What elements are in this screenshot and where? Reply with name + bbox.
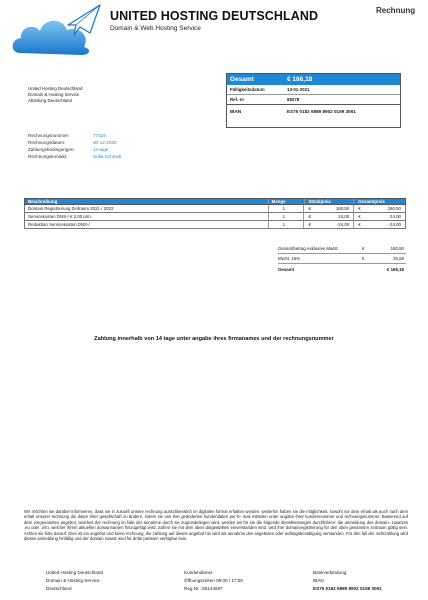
summary-total-value: € 186,18 bbox=[287, 76, 313, 83]
footer-company-column bbox=[46, 569, 103, 593]
subtotal-label: Gesamtbetrag exklusive MwSt. bbox=[278, 246, 339, 251]
footer-line: Bankverbindung: bbox=[313, 570, 348, 575]
footer-line: Reg.Nr.: 55144587 bbox=[184, 586, 223, 591]
item-total bbox=[354, 213, 405, 220]
vat-row bbox=[278, 254, 406, 264]
summary-due-label: Fälligkeitsdatum bbox=[230, 87, 265, 92]
contact-value: Sofia Schmidt bbox=[93, 154, 122, 159]
footer-line: United Hosting Deutschland bbox=[46, 570, 103, 575]
invoice-date-row bbox=[28, 139, 121, 146]
contact-label: Rechnungskontakt: bbox=[28, 154, 68, 159]
col-header-description: Beschreibung bbox=[25, 199, 269, 204]
invoice-date-value: 30-12-2020 bbox=[93, 140, 117, 145]
currency-symbol: € bbox=[358, 222, 361, 227]
address-line: United Hosting Deutschland bbox=[28, 86, 83, 91]
cloud-paper-plane-icon bbox=[10, 3, 102, 65]
contact-row bbox=[28, 153, 121, 160]
currency-symbol: € bbox=[308, 214, 311, 219]
col-header-quantity: Menge bbox=[269, 199, 305, 204]
item-unit-price bbox=[304, 205, 354, 212]
payment-terms-value: 14 tage bbox=[93, 147, 109, 152]
amount: 160,50 bbox=[390, 246, 404, 251]
sender-address bbox=[28, 86, 82, 104]
currency-symbol: € bbox=[358, 214, 361, 219]
item-quantity: 1 bbox=[269, 205, 305, 212]
footer-bank-column bbox=[313, 569, 382, 593]
footer-legal-text: Wir möchten sie darüber informieren, dass sie in zukunft unsere rechnung ausschliesslich im digitalen format erhalten werden. weiterhin haben sie die möglichkeit, sowohl vor dem erhalt als auch nach dem erhalt unserer rechnung die daten ihrer gesellschaft zu ändern, indem sie uns ihre geänderten kundendaten per E- mail mitteilen unter angabe ihrer kundennummer und rechnungsnummer. Basierend auf dem vorgenannten angebot, welches der rechnung im falle der annahme durch sie zugrundeliegen wird, werden wir für sie die folgende dienstleistungen durchführen: die anmeldung des domain- zusatzes .eu oder .info, welcher ihrem aktuellen domainnamen hinzugefügt wird. Sofern sie mit dem oben dargestellten einverstanden sind, wird ihre domainregistrierung für den oben genannten zeitraum gültig sein. Achten sie bitte darauf: Dies ist ein angebot und keine rechnung, die zahlung auf dieses angebot hin wird als annahme des angebotes oder auftragsbestätigung verstanden. Für den fall der nichtzahlung wird dieses anmeldung hinfällig und der domain zusatz wird für dritte parteien verfügbar sein. bbox=[24, 509, 408, 542]
footer-line: Deutschland bbox=[46, 586, 72, 591]
summary-box bbox=[226, 73, 401, 128]
item-quantity: 1 bbox=[269, 213, 305, 220]
vat-value bbox=[362, 256, 406, 261]
summary-ref-label: Ref.-nr bbox=[230, 97, 245, 102]
col-header-total: Gesamtpreis bbox=[358, 199, 385, 204]
table-row bbox=[24, 221, 406, 229]
footer-line: Kundendienst bbox=[184, 570, 213, 575]
amount: 24,00 bbox=[390, 214, 401, 219]
currency-symbol: € bbox=[308, 206, 311, 211]
item-unit-price bbox=[304, 221, 354, 228]
summary-ref-row bbox=[227, 94, 400, 104]
invoice-number-value: 77424 bbox=[93, 133, 106, 138]
invoice-number-row bbox=[28, 132, 121, 139]
vat-label: MwSt. 16% bbox=[278, 256, 301, 261]
footer-service-column bbox=[184, 569, 243, 593]
currency-symbol: € bbox=[308, 222, 311, 227]
summary-iban-row bbox=[227, 104, 400, 117]
summary-due-row bbox=[227, 85, 400, 94]
subtotal-value bbox=[362, 246, 406, 251]
payment-terms-row bbox=[28, 146, 121, 153]
item-description: Reduktion Servicekosten DNS-/ bbox=[25, 221, 269, 228]
col-header-unit-price: Stückpreis bbox=[305, 199, 355, 204]
grand-total-value: € 186,18 bbox=[386, 266, 404, 272]
currency-symbol: € bbox=[358, 206, 361, 211]
amount: 160,50 bbox=[387, 206, 401, 211]
currency-symbol: € bbox=[362, 246, 365, 251]
amount: -24,00 bbox=[388, 222, 401, 227]
summary-total-label: Gesamt bbox=[230, 76, 254, 83]
summary-due-value: 13-01-2021 bbox=[287, 87, 310, 92]
grand-total-row bbox=[278, 264, 406, 274]
company-logo bbox=[10, 3, 102, 65]
totals-block bbox=[278, 244, 406, 274]
subtotal-row bbox=[278, 244, 406, 254]
invoice-date-label: Rechnungsdatum: bbox=[28, 140, 66, 145]
amount: 160,50 bbox=[335, 206, 350, 211]
document-type-label: Rechnung bbox=[376, 6, 416, 15]
footer-line: Domain & Hosting Service bbox=[46, 578, 100, 583]
amount: 24,00 bbox=[338, 214, 350, 219]
summary-iban-label: IBAN bbox=[230, 108, 242, 114]
table-row bbox=[24, 213, 406, 221]
amount: 25,68 bbox=[393, 256, 404, 261]
item-total bbox=[354, 221, 405, 228]
invoice-meta bbox=[28, 132, 121, 160]
invoice-number-label: Rechnungsnummer: bbox=[28, 133, 70, 138]
item-unit-price bbox=[304, 213, 354, 220]
currency-symbol: € bbox=[362, 256, 365, 261]
footer-line: Öffnungszeiten 09:00 / 17:00 bbox=[184, 578, 243, 583]
footer-line: IBAN bbox=[313, 578, 324, 583]
footer-iban: ES75 0182 6889 8902 0159 3061 bbox=[313, 586, 382, 591]
company-name: UNITED HOSTING DEUTSCHLAND bbox=[110, 9, 319, 23]
company-tagline: Domain & Web Hosting Service bbox=[110, 25, 201, 32]
payment-note: Zahlung innerhalb von 14 tage unter angabe ihres firmanames und der rechnungsnummer bbox=[94, 336, 334, 342]
table-header bbox=[24, 198, 406, 205]
payment-terms-label: Zahlungsbedingungen: bbox=[28, 147, 75, 152]
item-description: Domain Registrierung Zeitraum 2021 / 2022 bbox=[25, 205, 269, 212]
amount: -24,00 bbox=[336, 222, 350, 227]
address-line: Abteilung Deutschland bbox=[28, 98, 72, 103]
grand-total-label: Gesamt bbox=[278, 266, 295, 272]
item-total bbox=[354, 205, 405, 212]
items-table bbox=[24, 198, 406, 229]
summary-ref-value: 85078 bbox=[287, 97, 300, 102]
address-line: Domain & Hosting Service bbox=[28, 92, 80, 97]
summary-iban-value: ES75 0182 6889 8902 0159 3061 bbox=[287, 108, 356, 114]
summary-total-row bbox=[227, 74, 400, 85]
table-row bbox=[24, 205, 406, 213]
item-quantity: 1 bbox=[269, 221, 305, 228]
item-description: Servicekosten DNS-/ € 2,00 p/m. bbox=[25, 213, 269, 220]
